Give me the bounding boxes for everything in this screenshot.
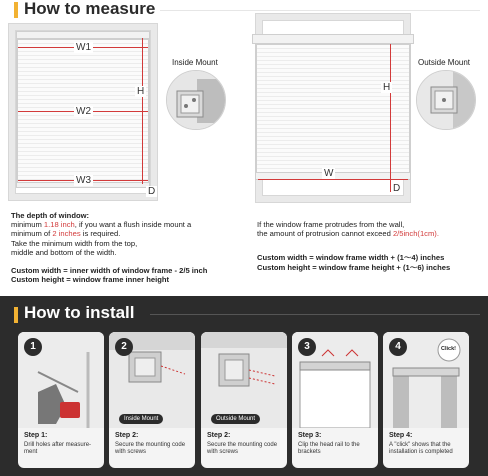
step-description: A "click" shows that the installation is completed xyxy=(389,442,453,456)
accent-bar xyxy=(14,2,18,18)
inside-mount-notes xyxy=(11,211,241,284)
step-label: Step 2: xyxy=(207,432,231,439)
outside-mount-bracket-photo xyxy=(416,70,476,130)
inside-mount-bracket-photo xyxy=(166,70,226,130)
inside-height-rule: Custom height = window frame inner height xyxy=(11,275,170,285)
install-section xyxy=(0,296,488,476)
step-card-2-inside xyxy=(109,332,195,468)
step-card-4 xyxy=(383,332,469,468)
w-label: W xyxy=(324,168,334,179)
step-description: Secure the mounting code with screws xyxy=(207,442,278,456)
w2-label: W2 xyxy=(76,106,91,117)
d-label: D xyxy=(148,186,156,197)
w3-label: W3 xyxy=(76,175,91,186)
outside-line-2: the amount of protrusion cannot exceed 2/5inch(1cm). xyxy=(257,229,439,239)
outside-height-rule: Custom height = window frame height + (1～6) inches xyxy=(257,262,451,272)
depth-line-4: middle and bottom of the width. xyxy=(11,247,117,257)
depth-title: The depth of window: xyxy=(11,211,90,220)
depth-line-1: minimum 1.18 inch, if you want a flush inside mount a xyxy=(11,220,192,230)
cellular-shade xyxy=(255,43,411,175)
step-description: Clip the head rail to the brackets xyxy=(298,442,360,456)
step-card-3 xyxy=(292,332,378,468)
step-label: Step 4: xyxy=(389,432,413,439)
step-card-1 xyxy=(18,332,104,468)
h-line xyxy=(390,44,391,180)
measure-header xyxy=(0,0,488,20)
h-label: H xyxy=(383,82,391,93)
measure-title: How to measure xyxy=(24,0,156,18)
click-bubble-text: Click! xyxy=(441,346,456,352)
outside-mount-notes xyxy=(257,220,485,272)
inside-width-rule: Custom width = inner width of window frame - 2/5 inch xyxy=(11,266,208,276)
step-label: Step 2: xyxy=(115,432,139,439)
step-number: 2 xyxy=(115,338,133,356)
h-line xyxy=(142,38,143,184)
install-title: How to install xyxy=(24,303,135,322)
mount-pill: Inside Mount xyxy=(119,414,163,424)
inside-mount-label: Inside Mount xyxy=(172,58,218,67)
step-card-2-outside xyxy=(201,332,287,468)
step-number: 4 xyxy=(389,338,407,356)
w1-label: W1 xyxy=(76,42,91,53)
w-line xyxy=(258,179,408,180)
depth-line-3: Take the minimum width from the top, xyxy=(11,238,138,248)
outside-line-1: If the window frame protrudes from the wall, xyxy=(257,220,405,229)
mount-pill: Outside Mount xyxy=(211,414,260,424)
depth-line-2: minimum of 2 inches is required. xyxy=(11,229,121,239)
step-number: 3 xyxy=(298,338,316,356)
step-description: Drill holes after measure-ment xyxy=(24,442,92,456)
outside-mount-label: Outside Mount xyxy=(418,58,471,67)
h-label: H xyxy=(137,86,145,97)
step-label: Step 1: xyxy=(24,432,48,439)
d-label: D xyxy=(393,183,401,194)
divider xyxy=(150,314,480,315)
outside-width-rule: Custom width = window frame width + (1～4) inches xyxy=(257,253,445,263)
step-number: 1 xyxy=(24,338,42,356)
step-description: Secure the mounting code with screws xyxy=(115,442,186,456)
divider xyxy=(160,10,480,11)
accent-bar xyxy=(14,307,18,323)
step-label: Step 3: xyxy=(298,432,322,439)
